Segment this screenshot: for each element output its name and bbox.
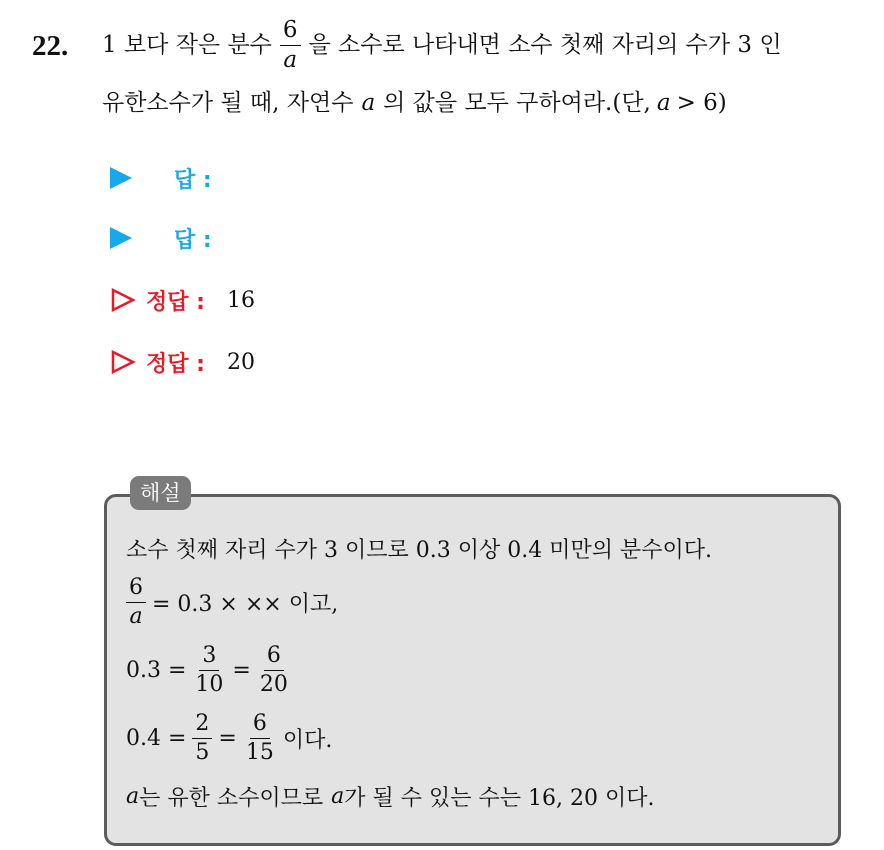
correct-value: 16 [226,287,255,313]
solution-fraction-2-5 [192,710,212,765]
answer-row-1[interactable] [110,163,212,193]
correct-label: 정답 : [146,289,205,315]
correct-label: 정답 : [146,351,205,377]
solution-fraction-6-a [126,574,146,629]
fraction-denominator: a [129,603,143,629]
solution-lhs-03: 0.3 = [126,657,187,683]
solution-line-2 [126,570,338,634]
solution-line-3 [126,638,297,702]
answer-label: 답 : [174,167,212,193]
condition-variable: a [656,90,671,116]
play-triangle-icon [110,167,132,189]
question-number: 22. [32,30,69,62]
fraction-denominator: 10 [195,671,224,697]
question-line-2 [102,88,727,118]
fraction-denominator: 15 [245,739,274,765]
variable-a: a [331,783,345,809]
question-text-2b: 의 값을 모두 구하여라.(단, [383,90,651,116]
question-fraction [280,16,301,73]
correct-answer-row-2 [110,347,255,377]
fraction-numerator: 6 [264,645,284,671]
solution-fraction-6-20 [257,642,291,697]
question-line-1 [102,16,782,73]
play-triangle-icon [110,227,132,249]
equals-sign: = [218,725,237,751]
fraction-numerator: 2 [192,713,212,739]
solution-line-4 [126,706,332,770]
solution-text-5b: 가 될 수 있는 수는 16, 20 이다. [344,785,655,811]
solution-tab: 해설 [130,476,191,510]
solution-text-5a: 는 유한 소수이므로 [139,785,324,811]
equals-sign: = [232,657,251,683]
solution-fraction-6-15 [243,710,277,765]
solution-text-4: 이다. [282,727,333,753]
fraction-numerator: 6 [280,19,301,46]
fraction-numerator: 3 [199,645,219,671]
outline-triangle-icon [110,349,136,375]
outline-triangle-icon [110,287,136,313]
fraction-denominator: 20 [259,671,288,697]
solution-line-5 [126,780,654,812]
fraction-numerator: 6 [126,577,146,603]
answer-row-2[interactable] [110,223,212,253]
question-text-1a: 1 보다 작은 분수 [102,32,272,58]
question-text-1b: 을 소수로 나타내면 소수 첫째 자리의 수가 3 인 [308,32,782,58]
solution-text-2: = 0.3 × ×× 이고, [152,591,339,617]
solution-text-1: 소수 첫째 자리 수가 3 이므로 0.3 이상 0.4 미만의 분수이다. [126,537,712,563]
fraction-numerator: 6 [250,713,270,739]
correct-value: 20 [226,349,255,375]
correct-answer-row-1 [110,285,255,315]
answer-label: 답 : [174,227,212,253]
variable-a: a [361,90,376,116]
solution-line-1 [126,532,712,564]
condition-rest: > 6) [676,90,727,116]
question-text-2a: 유한소수가 될 때, 자연수 [102,90,354,116]
solution-fraction-3-10 [192,642,226,697]
fraction-denominator: a [283,46,298,73]
fraction-denominator: 5 [195,739,210,765]
variable-a: a [126,783,140,809]
solution-lhs-04: 0.4 = [126,725,187,751]
